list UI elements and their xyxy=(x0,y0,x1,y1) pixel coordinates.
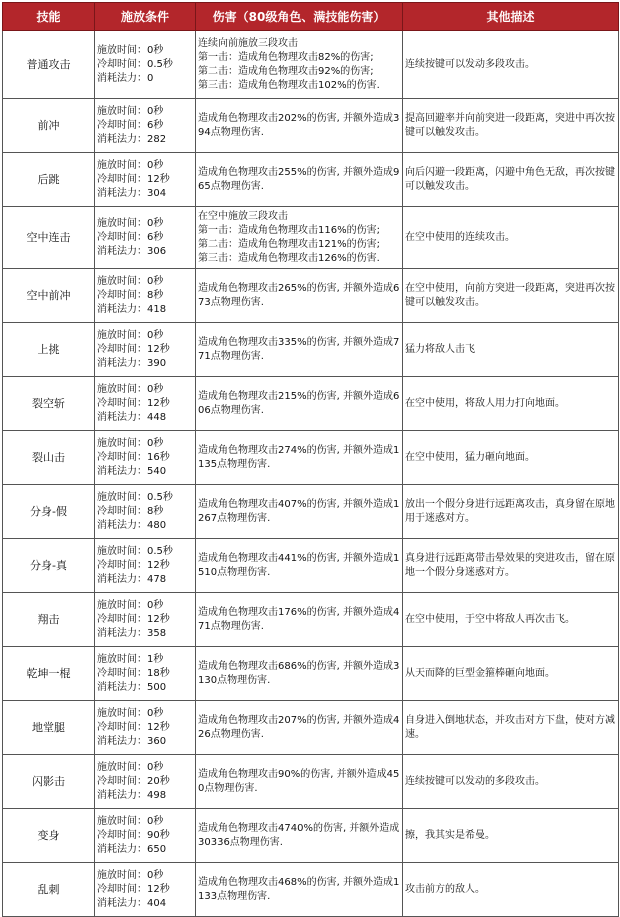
skill-description xyxy=(403,593,619,647)
condition-line: 施放时间：0秒 xyxy=(97,707,164,719)
damage-line: 第一击：造成角色物理攻击116%的伤害; xyxy=(198,224,380,236)
condition-line: 消耗法力：480 xyxy=(97,519,167,531)
cast-conditions xyxy=(95,269,196,323)
damage-line: 造成角色物理攻击90%的伤害, 并额外造成450点物理伤害. xyxy=(198,768,400,794)
table-row xyxy=(3,647,619,701)
table-row xyxy=(3,485,619,539)
damage-text xyxy=(196,377,403,431)
condition-line: 冷却时间：16秒 xyxy=(97,451,170,463)
damage-line: 造成角色物理攻击207%的伤害, 并额外造成426点物理伤害. xyxy=(198,714,400,740)
description-text: 连续按键可以发动的多段攻击。 xyxy=(405,775,545,787)
skill-description xyxy=(403,647,619,701)
condition-line: 消耗法力：478 xyxy=(97,573,167,585)
cast-conditions xyxy=(95,431,196,485)
cast-conditions xyxy=(95,755,196,809)
damage-line: 连续向前施放三段攻击 xyxy=(198,37,298,49)
cast-conditions xyxy=(95,863,196,917)
condition-line: 消耗法力：390 xyxy=(97,357,167,369)
condition-line: 冷却时间：18秒 xyxy=(97,667,170,679)
condition-line: 消耗法力：304 xyxy=(97,187,167,199)
condition-line: 冷却时间：12秒 xyxy=(97,397,170,409)
condition-line: 冷却时间：12秒 xyxy=(97,343,170,355)
damage-text xyxy=(196,755,403,809)
skill-name: 空中连击 xyxy=(3,207,95,269)
skill-name: 分身-真 xyxy=(3,539,95,593)
skill-description xyxy=(403,99,619,153)
condition-line: 消耗法力：540 xyxy=(97,465,167,477)
damage-line: 造成角色物理攻击255%的伤害, 并额外造成965点物理伤害. xyxy=(198,166,400,192)
table-row xyxy=(3,809,619,863)
skill-description xyxy=(403,31,619,99)
skill-description xyxy=(403,485,619,539)
cast-conditions xyxy=(95,485,196,539)
condition-line: 冷却时间：8秒 xyxy=(97,505,164,517)
skill-description xyxy=(403,863,619,917)
condition-line: 消耗法力：498 xyxy=(97,789,167,801)
damage-text xyxy=(196,485,403,539)
skill-name: 闪影击 xyxy=(3,755,95,809)
condition-line: 消耗法力：500 xyxy=(97,681,167,693)
skill-table xyxy=(2,2,619,917)
description-text: 真身进行远距离带击晕效果的突进攻击，留在原地一个假分身迷惑对方。 xyxy=(405,552,615,578)
condition-line: 施放时间：0秒 xyxy=(97,105,164,117)
condition-line: 施放时间：0秒 xyxy=(97,275,164,287)
description-text: 从天而降的巨型金箍棒砸向地面。 xyxy=(405,667,555,679)
damage-line: 造成角色物理攻击215%的伤害, 并额外造成606点物理伤害. xyxy=(198,390,400,416)
damage-line: 第一击：造成角色物理攻击82%的伤害; xyxy=(198,51,374,63)
condition-line: 施放时间：0.5秒 xyxy=(97,545,173,557)
table-row xyxy=(3,269,619,323)
skill-description xyxy=(403,207,619,269)
condition-line: 冷却时间：20秒 xyxy=(97,775,170,787)
skill-description xyxy=(403,809,619,863)
damage-line: 造成角色物理攻击202%的伤害, 并额外造成394点物理伤害. xyxy=(198,112,400,138)
condition-line: 冷却时间：6秒 xyxy=(97,231,164,243)
condition-line: 施放时间：0.5秒 xyxy=(97,491,173,503)
damage-line: 造成角色物理攻击176%的伤害, 并额外造成471点物理伤害. xyxy=(198,606,400,632)
condition-line: 消耗法力：306 xyxy=(97,245,167,257)
condition-line: 施放时间：0秒 xyxy=(97,217,164,229)
damage-text xyxy=(196,539,403,593)
condition-line: 施放时间：0秒 xyxy=(97,44,164,56)
header-damage: 伤害（80级角色、满技能伤害） xyxy=(196,3,403,31)
damage-line: 第三击：造成角色物理攻击102%的伤害. xyxy=(198,79,380,91)
condition-line: 施放时间：0秒 xyxy=(97,815,164,827)
condition-line: 冷却时间：12秒 xyxy=(97,721,170,733)
skill-description xyxy=(403,539,619,593)
damage-text xyxy=(196,647,403,701)
description-text: 擦，我其实是希曼。 xyxy=(405,829,495,841)
damage-text xyxy=(196,153,403,207)
header-skill: 技能 xyxy=(3,3,95,31)
table-row xyxy=(3,153,619,207)
condition-line: 冷却时间：12秒 xyxy=(97,173,170,185)
damage-line: 造成角色物理攻击265%的伤害, 并额外造成673点物理伤害. xyxy=(198,282,400,308)
damage-line: 造成角色物理攻击4740%的伤害, 并额外造成30336点物理伤害. xyxy=(198,822,400,848)
table-row xyxy=(3,755,619,809)
table-row xyxy=(3,377,619,431)
description-text: 向后闪避一段距离，闪避中角色无敌，再次按键可以触发攻击。 xyxy=(405,166,615,192)
table-row xyxy=(3,207,619,269)
condition-line: 消耗法力：0 xyxy=(97,72,154,84)
condition-line: 冷却时间：12秒 xyxy=(97,883,170,895)
condition-line: 消耗法力：418 xyxy=(97,303,167,315)
cast-conditions xyxy=(95,323,196,377)
skill-name: 乱刺 xyxy=(3,863,95,917)
condition-line: 冷却时间：0.5秒 xyxy=(97,58,173,70)
damage-line: 造成角色物理攻击335%的伤害, 并额外造成771点物理伤害. xyxy=(198,336,400,362)
condition-line: 施放时间：0秒 xyxy=(97,437,164,449)
skill-description xyxy=(403,323,619,377)
damage-line: 第二击：造成角色物理攻击121%的伤害; xyxy=(198,238,380,250)
damage-text xyxy=(196,431,403,485)
skill-name: 变身 xyxy=(3,809,95,863)
condition-line: 施放时间：0秒 xyxy=(97,761,164,773)
damage-line: 第二击：造成角色物理攻击92%的伤害; xyxy=(198,65,374,77)
damage-text xyxy=(196,269,403,323)
cast-conditions xyxy=(95,99,196,153)
skill-description xyxy=(403,755,619,809)
damage-text xyxy=(196,31,403,99)
condition-line: 施放时间：0秒 xyxy=(97,869,164,881)
description-text: 在空中使用，将敌人用力打向地面。 xyxy=(405,397,565,409)
condition-line: 冷却时间：6秒 xyxy=(97,119,164,131)
description-text: 在空中使用，于空中将敌人再次击飞。 xyxy=(405,613,575,625)
condition-line: 冷却时间：12秒 xyxy=(97,559,170,571)
cast-conditions xyxy=(95,809,196,863)
skill-description xyxy=(403,153,619,207)
skill-name: 乾坤一棍 xyxy=(3,647,95,701)
damage-line: 造成角色物理攻击468%的伤害, 并额外造成1133点物理伤害. xyxy=(198,876,400,902)
cast-conditions xyxy=(95,153,196,207)
table-row xyxy=(3,701,619,755)
damage-text xyxy=(196,863,403,917)
condition-line: 施放时间：0秒 xyxy=(97,599,164,611)
description-text: 攻击前方的敌人。 xyxy=(405,883,485,895)
skill-name: 上挑 xyxy=(3,323,95,377)
condition-line: 消耗法力：282 xyxy=(97,133,167,145)
description-text: 猛力将敌人击飞 xyxy=(405,343,475,355)
table-row xyxy=(3,539,619,593)
condition-line: 消耗法力：358 xyxy=(97,627,167,639)
description-text: 在空中使用，猛力砸向地面。 xyxy=(405,451,535,463)
description-text: 放出一个假分身进行远距离攻击，真身留在原地用于迷惑对方。 xyxy=(405,498,615,524)
header-description: 其他描述 xyxy=(403,3,619,31)
skill-name: 普通攻击 xyxy=(3,31,95,99)
damage-line: 造成角色物理攻击274%的伤害, 并额外造成1135点物理伤害. xyxy=(198,444,400,470)
table-row xyxy=(3,431,619,485)
condition-line: 施放时间：0秒 xyxy=(97,383,164,395)
skill-name: 裂山击 xyxy=(3,431,95,485)
table-row xyxy=(3,863,619,917)
condition-line: 冷却时间：8秒 xyxy=(97,289,164,301)
table-row xyxy=(3,593,619,647)
skill-name: 地堂腿 xyxy=(3,701,95,755)
condition-line: 消耗法力：360 xyxy=(97,735,167,747)
skill-name: 分身-假 xyxy=(3,485,95,539)
cast-conditions xyxy=(95,593,196,647)
cast-conditions xyxy=(95,539,196,593)
condition-line: 施放时间：0秒 xyxy=(97,329,164,341)
damage-text xyxy=(196,701,403,755)
cast-conditions xyxy=(95,377,196,431)
skill-name: 前冲 xyxy=(3,99,95,153)
damage-text xyxy=(196,99,403,153)
damage-line: 造成角色物理攻击686%的伤害, 并额外造成3130点物理伤害. xyxy=(198,660,400,686)
cast-conditions xyxy=(95,31,196,99)
condition-line: 消耗法力：650 xyxy=(97,843,167,855)
condition-line: 施放时间：1秒 xyxy=(97,653,164,665)
condition-line: 施放时间：0秒 xyxy=(97,159,164,171)
description-text: 提高回避率并向前突进一段距离，突进中再次按键可以触发攻击。 xyxy=(405,112,615,138)
condition-line: 冷却时间：12秒 xyxy=(97,613,170,625)
cast-conditions xyxy=(95,207,196,269)
skill-description xyxy=(403,377,619,431)
cast-conditions xyxy=(95,701,196,755)
damage-text xyxy=(196,323,403,377)
skill-name: 空中前冲 xyxy=(3,269,95,323)
table-row xyxy=(3,31,619,99)
description-text: 在空中使用，向前方突进一段距离，突进再次按键可以触发攻击。 xyxy=(405,282,615,308)
condition-line: 消耗法力：448 xyxy=(97,411,167,423)
skill-name: 裂空斩 xyxy=(3,377,95,431)
damage-text xyxy=(196,593,403,647)
description-text: 自身进入倒地状态，并攻击对方下盘，使对方减速。 xyxy=(405,714,615,740)
skill-description xyxy=(403,431,619,485)
skill-description xyxy=(403,701,619,755)
description-text: 在空中使用的连续攻击。 xyxy=(405,231,515,243)
skill-name: 后跳 xyxy=(3,153,95,207)
skill-name: 翔击 xyxy=(3,593,95,647)
damage-line: 在空中施放三段攻击 xyxy=(198,210,288,222)
damage-line: 造成角色物理攻击441%的伤害, 并额外造成1510点物理伤害. xyxy=(198,552,400,578)
condition-line: 冷却时间：90秒 xyxy=(97,829,170,841)
damage-text xyxy=(196,809,403,863)
cast-conditions xyxy=(95,647,196,701)
table-row xyxy=(3,323,619,377)
header-condition: 施放条件 xyxy=(95,3,196,31)
damage-text xyxy=(196,207,403,269)
description-text: 连续按键可以发动多段攻击。 xyxy=(405,58,535,70)
skill-description xyxy=(403,269,619,323)
damage-line: 第三击：造成角色物理攻击126%的伤害. xyxy=(198,252,380,264)
damage-line: 造成角色物理攻击407%的伤害, 并额外造成1267点物理伤害. xyxy=(198,498,400,524)
table-row xyxy=(3,99,619,153)
condition-line: 消耗法力：404 xyxy=(97,897,167,909)
header-row xyxy=(3,3,619,31)
